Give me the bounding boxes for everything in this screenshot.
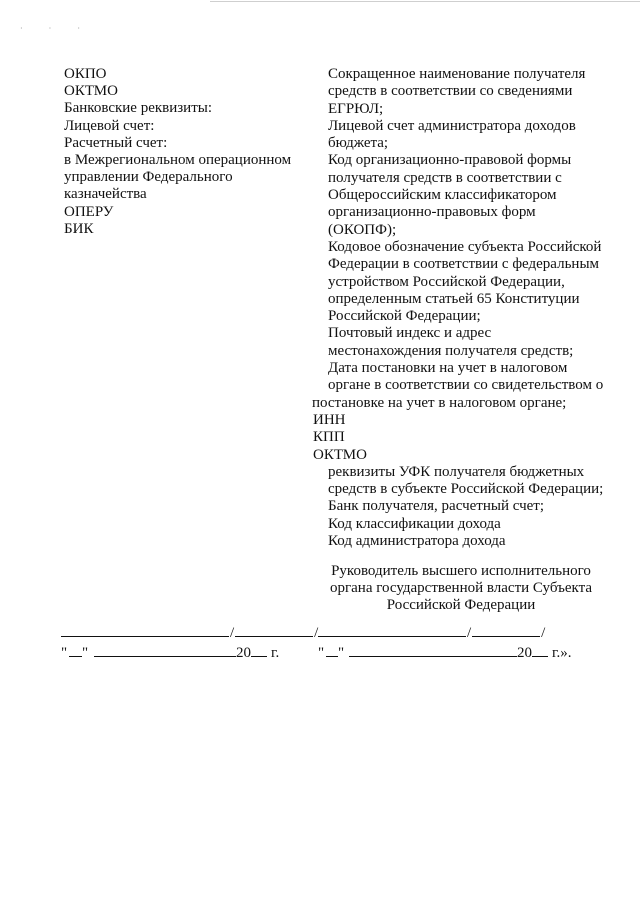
left-name-blank	[235, 621, 313, 637]
settlement-account-label: Расчетный счет:	[64, 134, 168, 151]
right-line-7: получателя средств в соответствии с	[328, 169, 562, 186]
left-year-blank	[251, 641, 267, 657]
right-line-6: Код организационно-правовой формы	[328, 152, 572, 169]
income-administrator-code-label: Код администратора дохода	[328, 533, 506, 550]
right-line-17: местонахождения получателя средств;	[328, 342, 574, 359]
personal-account-label: Лицевой счет:	[64, 117, 155, 134]
right-year-blank	[532, 641, 548, 657]
bik-label: БИК	[64, 220, 94, 237]
right-year-prefix: 20	[517, 645, 532, 661]
right-line-10: (ОКОПФ);	[328, 221, 397, 238]
right-signature-slash-2: /	[541, 625, 546, 641]
signatory-title-line-1: Руководитель высшего исполнительного	[331, 563, 591, 579]
right-line-14: определенным статьей 65 Конституции	[328, 290, 580, 307]
inn-label: ИНН	[313, 411, 346, 428]
right-date-line	[318, 641, 571, 662]
right-line-26: Банк получателя, расчетный счет;	[328, 498, 544, 515]
scan-top-edge	[210, 1, 640, 2]
right-line-2: средств в соответствии со сведениями	[328, 83, 573, 100]
recipient-oktmo-label: ОКТМО	[313, 446, 367, 463]
left-date-quote-close: "	[82, 645, 89, 661]
right-signature-blank	[318, 621, 466, 637]
treasury-line-3: казначейства	[64, 186, 147, 203]
right-line-5: бюджета;	[328, 135, 389, 152]
right-line-19: органе в соответствии со свидетельством о	[328, 377, 604, 394]
right-line-12: Федерации в соответствии с федеральным	[328, 256, 600, 273]
opera-label: ОПЕРУ	[64, 203, 114, 220]
right-line-8: Общероссийским классификатором	[328, 187, 557, 204]
right-line-9: организационно-правовых форм	[328, 204, 536, 221]
right-line-18: Дата постановки на учет в налоговом	[328, 360, 568, 377]
left-signature-line	[61, 621, 319, 642]
signatory-title-line-3: Российской Федерации	[386, 597, 536, 613]
right-line-15: Российской Федерации;	[328, 308, 481, 325]
right-month-blank	[349, 641, 517, 657]
scan-marks: · · ·	[20, 24, 92, 33]
right-year-suffix: г.».	[552, 645, 572, 661]
left-day-blank	[69, 641, 82, 657]
recipient-details-column	[312, 66, 608, 550]
signatory-title	[326, 563, 596, 614]
income-classification-code-label: Код классификации дохода	[328, 515, 501, 532]
left-signature-blank	[61, 621, 229, 637]
right-line-20: постановке на учет в налоговом органе;	[312, 394, 567, 411]
left-signature-slash-2: /	[314, 625, 319, 641]
left-month-blank	[94, 641, 236, 657]
right-name-blank	[472, 621, 540, 637]
right-line-4: Лицевой счет администратора доходов	[328, 117, 576, 134]
treasury-line-1: в Межрегиональном операционном	[64, 152, 292, 169]
right-signature-slash-1: /	[467, 625, 472, 641]
right-line-3: ЕГРЮЛ;	[328, 100, 384, 117]
right-signature-line	[318, 621, 546, 642]
payer-details-column	[64, 66, 314, 238]
right-day-blank	[326, 641, 338, 657]
left-signature-slash-1: /	[230, 625, 235, 641]
right-date-quote-open: "	[318, 645, 325, 661]
kpp-label: КПП	[313, 429, 345, 446]
right-line-11: Кодовое обозначение субъекта Российской	[328, 238, 602, 255]
left-year-prefix: 20	[236, 645, 251, 661]
treasury-line-2: управлении Федерального	[64, 169, 233, 186]
right-line-24: реквизиты УФК получателя бюджетных	[328, 463, 585, 480]
signatory-title-line-2: органа государственной власти Субъекта	[329, 580, 592, 596]
right-line-25: средств в субъекте Российской Федерации;	[328, 481, 604, 498]
left-date-quote-open: "	[61, 645, 68, 661]
okpo-label: ОКПО	[64, 66, 107, 82]
left-year-suffix: г.	[271, 645, 280, 661]
left-date-line	[61, 641, 279, 662]
right-line-1: Сокращенное наименование получателя	[328, 66, 586, 82]
right-date-quote-close: "	[338, 645, 345, 661]
right-line-13: устройством Российской Федерации,	[328, 273, 565, 290]
bank-details-label: Банковские реквизиты:	[64, 100, 213, 117]
right-line-16: Почтовый индекс и адрес	[328, 325, 492, 342]
oktmo-label: ОКТМО	[64, 83, 118, 100]
